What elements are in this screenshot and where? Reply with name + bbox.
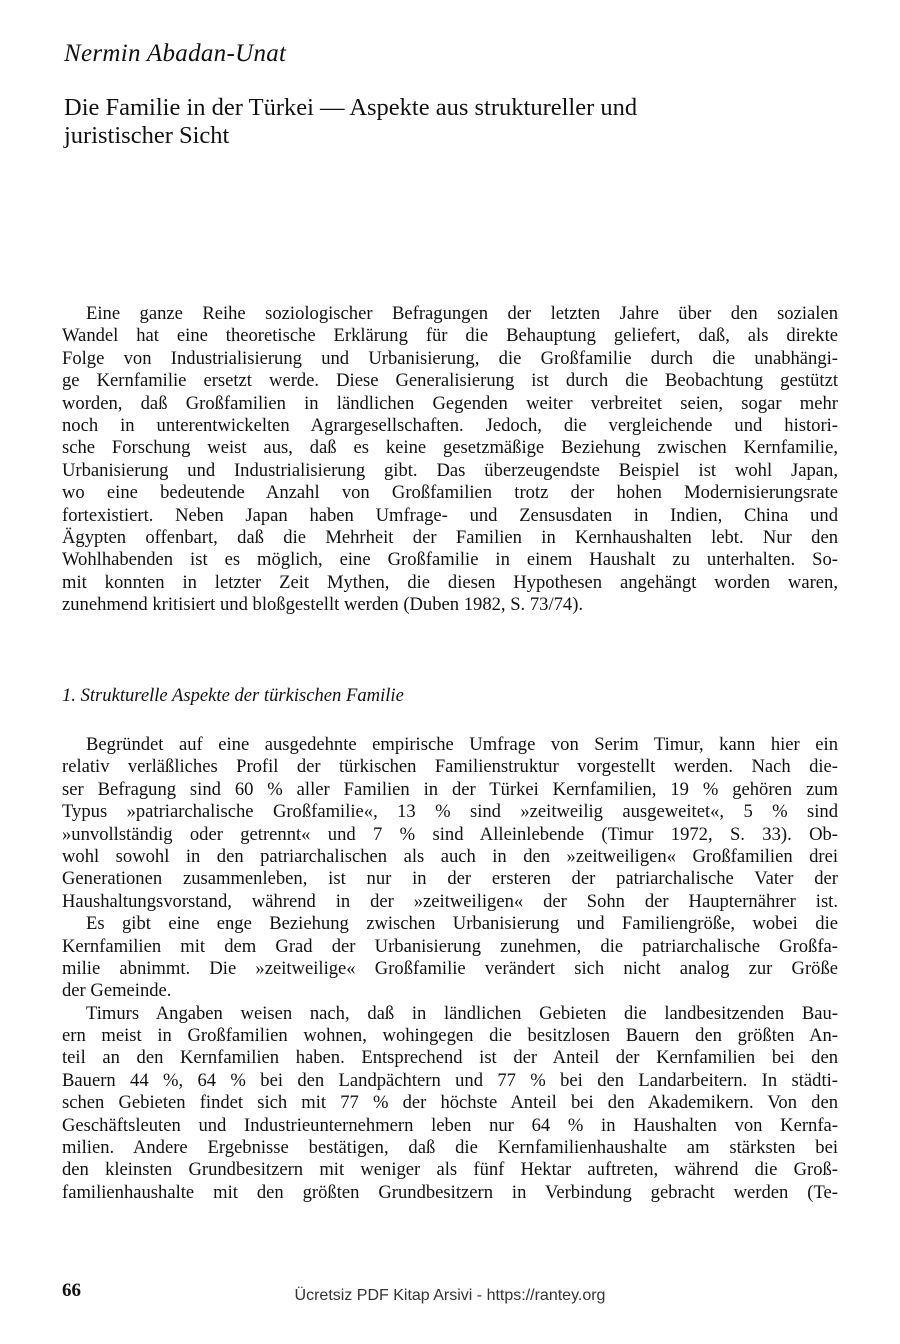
article-title	[64, 94, 784, 150]
text-line: fortexistiert. Neben Japan haben Umfrage- und Zensusdaten in Indien, China und	[62, 504, 838, 526]
text-line: Urbanisierung und Industrialisierung gibt. Das überzeugendste Beispiel ist wohl Japan,	[62, 459, 838, 481]
text-line: »unvollständig oder getrennt« und 7 % sind Alleinlebende (Timur 1972, S. 33). Ob-	[62, 823, 838, 845]
title-line: Die Familie in der Türkei — Aspekte aus struktureller und	[64, 94, 638, 121]
text-line: familienhaushalte mit den größten Grundbesitzern in Verbindung gebracht werden (Te-	[62, 1181, 838, 1203]
text-line: Generationen zusammenleben, ist nur in der ersteren der patriarchalische Vater der	[62, 868, 838, 890]
intro-paragraph	[62, 303, 838, 616]
text-line: schen Gebieten findet sich mit 77 % der höchste Anteil bei den Akademikern. Von den	[62, 1092, 838, 1114]
text-line: Haushaltungsvorstand, während in der »zeitweiligen« der Sohn der Haupternährer ist.	[62, 890, 838, 912]
section-heading: 1. Strukturelle Aspekte der türkischen Familie	[62, 685, 404, 706]
text-line: ge Kernfamilie ersetzt werde. Diese Generalisierung ist durch die Beobachtung gestützt	[62, 370, 838, 392]
footer-watermark: Ücretsiz PDF Kitap Arsivi - https://rantey.org	[294, 1287, 606, 1304]
text-line: Typus »patriarchalische Großfamilie«, 13 % sind »zeitweilig ausgeweitet«, 5 % sind	[62, 801, 838, 823]
text-line: Wandel hat eine theoretische Erklärung für die Behauptung geliefert, daß, als direkte	[62, 325, 838, 347]
page-number: 66	[62, 1280, 81, 1301]
text-line: zunehmend kritisiert und bloßgestellt werden (Duben 1982, S. 73/74).	[62, 594, 584, 616]
text-line: milien. Andere Ergebnisse bestätigen, daß die Kernfamilienhaushalte am stärksten bei	[62, 1137, 838, 1159]
text-line: Kernfamilien mit dem Grad der Urbanisierung zunehmen, die patriarchalische Großfa-	[62, 935, 838, 957]
text-line: Es gibt eine enge Beziehung zwischen Urbanisierung und Familiengröße, wobei die	[86, 913, 838, 935]
text-line: den kleinsten Grundbesitzern mit weniger als fünf Hektar auftreten, während die Groß-	[62, 1159, 838, 1181]
text-line: Bauern 44 %, 64 % bei den Landpächtern und 77 % bei den Landarbeitern. In städti-	[62, 1069, 838, 1091]
text-line: der Gemeinde.	[62, 980, 172, 1002]
text-line: relativ verläßliches Profil der türkischen Familienstruktur vorgestellt werden. Nach die-	[62, 756, 838, 778]
author-name: Nermin Abadan-Unat	[64, 40, 287, 67]
text-line: Geschäftsleuten und Industrieunternehmern leben nur 64 % in Haushalten von Kernfa-	[62, 1114, 838, 1136]
text-line: worden, daß Großfamilien in ländlichen Gegenden weiter verbreitet seien, sogar mehr	[62, 392, 838, 414]
text-line: Eine ganze Reihe soziologischer Befragungen der letzten Jahre über den sozialen	[86, 303, 838, 324]
title-line: juristischer Sicht	[64, 122, 230, 149]
text-line: ser Befragung sind 60 % aller Familien in der Türkei Kernfamilien, 19 % gehören zum	[62, 778, 838, 800]
text-line: noch in unterentwickelten Agrargesellschaften. Jedoch, die vergleichende und histori-	[62, 414, 838, 436]
section-body	[62, 734, 838, 1204]
text-line: teil an den Kernfamilien haben. Entsprechend ist der Anteil der Kernfamilien bei den	[62, 1047, 838, 1069]
text-line: mit konnten in letzter Zeit Mythen, die diesen Hypothesen angehängt worden waren,	[62, 571, 838, 593]
text-line: wo eine bedeutende Anzahl von Großfamilien trotz der hohen Modernisierungsrate	[62, 482, 838, 504]
text-line: sche Forschung weist aus, daß es keine gesetzmäßige Beziehung zwischen Kernfamilie,	[62, 437, 838, 459]
text-line: milie abnimmt. Die »zeitweilige« Großfamilie verändert sich nicht analog zur Größe	[62, 957, 838, 979]
text-line: Folge von Industrialisierung und Urbanisierung, die Großfamilie durch die unabhängi-	[62, 347, 838, 369]
text-line: Timurs Angaben weisen nach, daß in ländlichen Gebieten die landbesitzenden Bau-	[86, 1002, 838, 1024]
text-line: ern meist in Großfamilien wohnen, wohingegen die besitzlosen Bauern den größten An-	[62, 1025, 838, 1047]
text-line: Begründet auf eine ausgedehnte empirische Umfrage von Serim Timur, kann hier ein	[86, 734, 838, 755]
text-line: Wohlhabenden ist es möglich, eine Großfamilie in einem Haushalt zu unterhalten. So-	[62, 549, 838, 571]
text-line: Ägypten offenbart, daß die Mehrheit der Familien in Kernhaushalten lebt. Nur den	[62, 526, 838, 548]
text-line: wohl sowohl in den patriarchalischen als auch in den »zeitweiligen« Großfamilien drei	[62, 845, 838, 867]
